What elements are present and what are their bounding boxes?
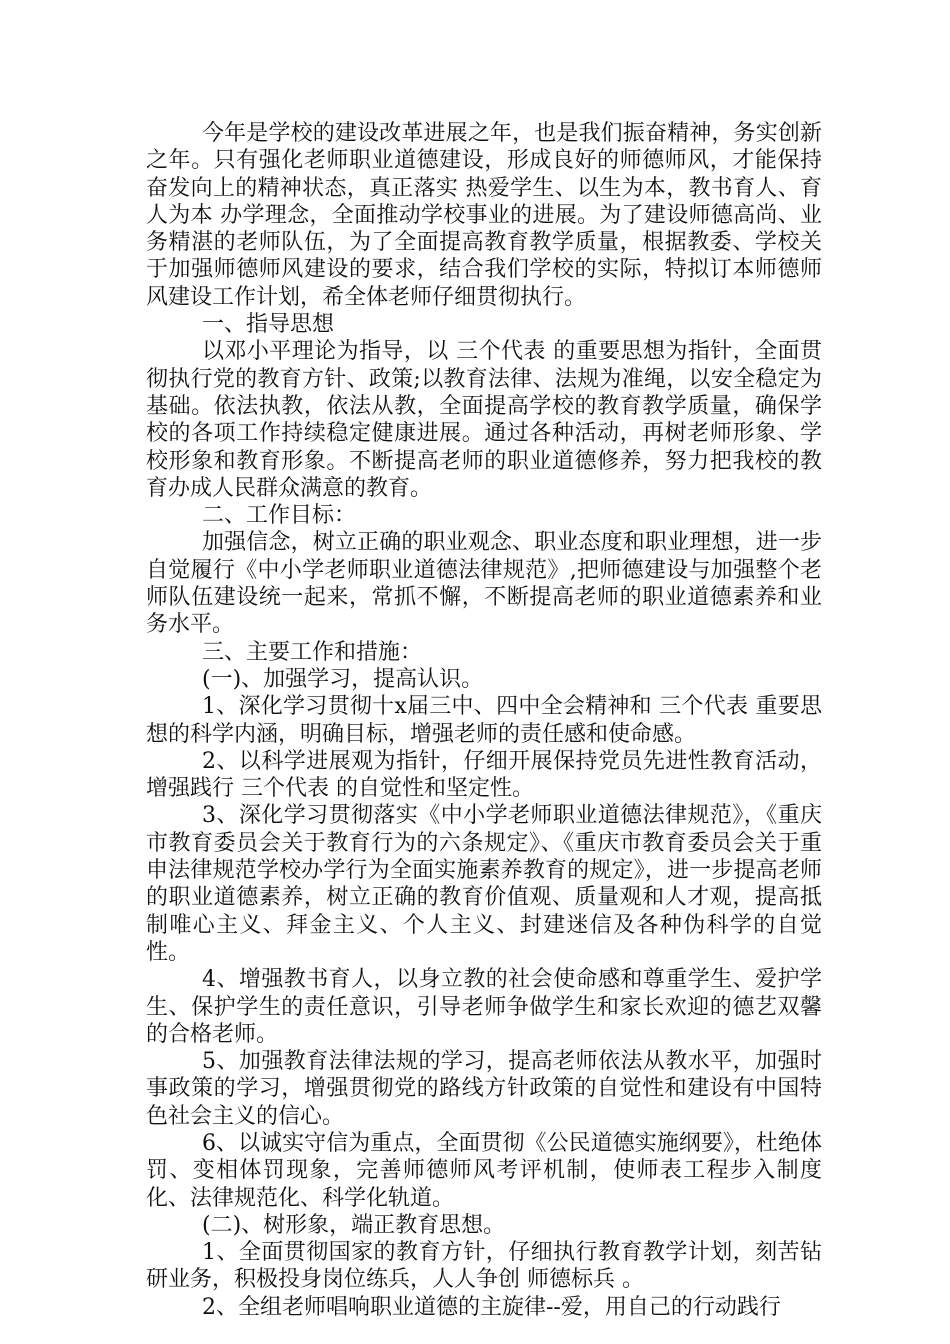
subsection-heading-image: (二)、树形象，端正教育思想。 <box>202 1212 506 1238</box>
list-item: 1、深化学习贯彻十x届三中、四中全会精神和 三个代表 重要思想的科学内涵，明确目标，增强老师的责任感和使命感。 <box>146 694 822 747</box>
list-item: 2、以科学进展观为指针，仔细开展保持党员先进性教育活动，增强践行 三个代表 的自觉性和坚定性。 <box>146 748 822 802</box>
section-heading-work-goals: 二、工作目标： <box>202 503 357 529</box>
list-item: 3、深化学习贯彻落实《中小学老师职业道德法律规范》，《重庆市教育委员会关于教育行为的六条规定》、《重庆市教育委员会关于重申法律规范学校办学行为全面实施素养教育的规定》，进一步提高老师的职业道德素养，树立正确的教育价值观、质量观和人才观，提高抵制唯心主义、拜金主义、个人主义、封建迷信及各种伪科学的自觉性。 <box>146 803 822 965</box>
list-item: 2、全组老师唱响职业道德的主旋律--爱，用自己的行动践行 <box>202 1294 781 1320</box>
section-heading-guiding-ideology: 一、指导思想 <box>202 312 335 338</box>
list-item: 6、以诚实守信为重点，全面贯彻《公民道德实施纲要》，杜绝体罚、变相体罚现象，完善师德师风考评机制，使师表工程步入制度化、法律规范化、科学化轨道。 <box>146 1130 822 1211</box>
section-body-work-goals: 加强信念，树立正确的职业观念、职业态度和职业理想，进一步自觉履行《中小学老师职业道德法律规范》,把师德建设与加强整个老师队伍建设统一起来，常抓不懈，不断提高老师的职业道德素养和业务水平。 <box>146 530 822 638</box>
intro-paragraph: 今年是学校的建设改革进展之年，也是我们振奋精神，务实创新之年。只有强化老师职业道德建设，形成良好的师德师风，才能保持奋发向上的精神状态，真正落实 热爱学生、以生为本，教书育人、育人为本 办学理念，全面推动学校事业的进展。为了建设师德高尚、业务精湛的老师队伍，为了全面提高教育教学质量，根据教委、学校关于加强师德师风建设的要求，结合我们学校的实际，特拟订本师德师风建设工作计划，希全体老师仔细贯彻执行。 <box>146 121 822 310</box>
document-body <box>146 120 822 1321</box>
section-body-guiding-ideology: 以邓小平理论为指导，以 三个代表 的重要思想为指针，全面贯彻执行党的教育方针、政策;以教育法律、法规为准绳，以安全稳定为基础。依法执教，依法从教，全面提高学校的教育教学质量，确保学校的各项工作持续稳定健康进展。通过各种活动，再树老师形象、学校形象和教育形象。不断提高老师的职业道德修养，努力把我校的教育办成人民群众满意的教育。 <box>146 339 822 501</box>
subsection-heading-study: (一)、加强学习，提高认识。 <box>202 666 484 692</box>
list-item: 4、增强教书育人，以身立教的社会使命感和尊重学生、爱护学生、保护学生的责任意识，引导老师争做学生和家长欢迎的德艺双馨的合格老师。 <box>146 967 822 1047</box>
list-item: 1、全面贯彻国家的教育方针，仔细执行教育教学计划，刻苦钻研业务，积极投身岗位练兵，人人争创 师德标兵 。 <box>146 1240 822 1293</box>
list-item: 5、加强教育法律法规的学习，提高老师依法从教水平，加强时事政策的学习，增强贯彻党的路线方针政策的自觉性和建设有中国特色社会主义的信心。 <box>146 1049 822 1129</box>
section-heading-main-measures: 三、主要工作和措施： <box>202 639 423 665</box>
